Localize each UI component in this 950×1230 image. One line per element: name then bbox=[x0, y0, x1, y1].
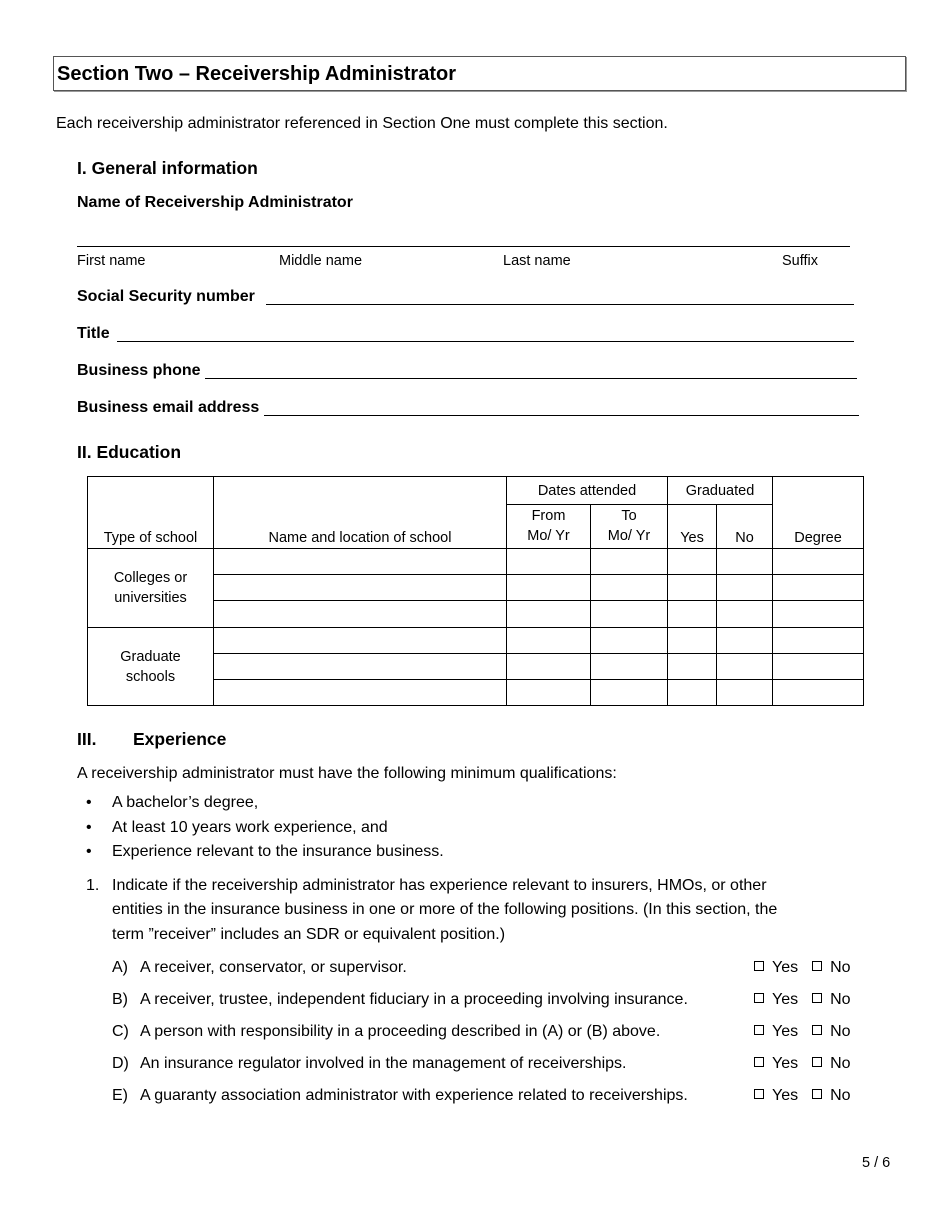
header-no: No bbox=[717, 505, 773, 549]
header-yes: Yes bbox=[668, 505, 717, 549]
no-label: No bbox=[830, 1023, 851, 1040]
business-phone-field[interactable] bbox=[205, 378, 857, 379]
business-phone-label: Business phone bbox=[77, 362, 201, 379]
option-text: A receiver, trustee, independent fiduciary in a proceeding involving insurance. bbox=[140, 991, 688, 1008]
header-from-label: From bbox=[531, 508, 566, 524]
no-label: No bbox=[830, 959, 851, 976]
header-from bbox=[507, 505, 591, 549]
no-checkbox[interactable] bbox=[812, 991, 850, 1009]
table-cell[interactable] bbox=[507, 628, 591, 654]
header-from-moyr: Mo/ Yr bbox=[527, 528, 570, 544]
table-cell[interactable] bbox=[668, 549, 717, 575]
ssn-label: Social Security number bbox=[77, 288, 255, 305]
table-cell[interactable] bbox=[717, 575, 773, 601]
yes-label: Yes bbox=[772, 959, 799, 976]
table-cell[interactable] bbox=[717, 680, 773, 706]
table-cell[interactable] bbox=[591, 601, 668, 628]
yes-checkbox[interactable] bbox=[754, 1087, 798, 1105]
header-degree: Degree bbox=[773, 477, 864, 549]
question-line-3: term ”receiver” includes an SDR or equivalent position.) bbox=[112, 926, 506, 943]
bullet-icon: • bbox=[86, 843, 92, 860]
checkbox-icon bbox=[754, 993, 764, 1003]
option-letter: D) bbox=[112, 1055, 129, 1072]
row-group-colleges bbox=[88, 549, 214, 628]
graduate-label: Graduate schools bbox=[120, 648, 181, 685]
table-cell[interactable] bbox=[507, 601, 591, 628]
header-to-moyr: Mo/ Yr bbox=[607, 528, 651, 544]
table-cell[interactable] bbox=[773, 654, 864, 680]
first-name-label: First name bbox=[77, 253, 146, 269]
table-cell[interactable] bbox=[214, 680, 507, 706]
checkbox-icon bbox=[812, 1089, 822, 1099]
table-cell[interactable] bbox=[591, 628, 668, 654]
table-cell[interactable] bbox=[717, 654, 773, 680]
general-heading: I. General information bbox=[77, 158, 258, 178]
option-choices bbox=[754, 1023, 865, 1041]
bullet-icon: • bbox=[86, 794, 92, 811]
table-cell[interactable] bbox=[668, 575, 717, 601]
no-checkbox[interactable] bbox=[812, 1055, 850, 1073]
colleges-label: Colleges or universities bbox=[113, 570, 188, 606]
experience-heading-number: III. bbox=[77, 729, 97, 749]
option-text: A guaranty association administrator with experience related to receiverships. bbox=[140, 1087, 688, 1104]
table-cell[interactable] bbox=[773, 601, 864, 628]
header-name-location: Name and location of school bbox=[214, 477, 507, 549]
question-line-2: entities in the insurance business in one or more of the following positions. (In this section, the bbox=[112, 901, 778, 918]
list-item bbox=[86, 794, 258, 812]
table-cell[interactable] bbox=[773, 549, 864, 575]
table-cell[interactable] bbox=[717, 601, 773, 628]
business-email-field[interactable] bbox=[264, 415, 859, 416]
checkbox-icon bbox=[754, 961, 764, 971]
section-title: Section Two – Receivership Administrator bbox=[57, 63, 456, 85]
no-label: No bbox=[830, 991, 851, 1008]
middle-name-label: Middle name bbox=[279, 253, 363, 269]
table-cell[interactable] bbox=[591, 575, 668, 601]
checkbox-icon bbox=[812, 961, 822, 971]
table-cell[interactable] bbox=[214, 654, 507, 680]
business-email-label: Business email address bbox=[77, 399, 260, 416]
yes-label: Yes bbox=[772, 1087, 799, 1104]
table-cell[interactable] bbox=[214, 601, 507, 628]
table-cell[interactable] bbox=[507, 654, 591, 680]
section-header bbox=[53, 56, 906, 91]
option-letter: E) bbox=[112, 1087, 128, 1104]
bullet-text: Experience relevant to the insurance business. bbox=[112, 843, 444, 860]
header-type-of-school: Type of school bbox=[88, 477, 214, 549]
table-cell[interactable] bbox=[668, 601, 717, 628]
table-cell[interactable] bbox=[773, 680, 864, 706]
header-to-label: To bbox=[621, 508, 637, 524]
experience-heading: Experience bbox=[133, 729, 227, 749]
checkbox-icon bbox=[754, 1057, 764, 1067]
checkbox-icon bbox=[812, 1025, 822, 1035]
no-checkbox[interactable] bbox=[812, 959, 850, 977]
education-table bbox=[87, 476, 864, 706]
yes-label: Yes bbox=[772, 1055, 799, 1072]
table-cell[interactable] bbox=[214, 575, 507, 601]
table-cell[interactable] bbox=[717, 628, 773, 654]
ssn-field[interactable] bbox=[266, 304, 854, 305]
title-label: Title bbox=[77, 325, 110, 342]
bullet-text: A bachelor’s degree, bbox=[112, 794, 259, 811]
no-label: No bbox=[830, 1087, 851, 1104]
checkbox-icon bbox=[812, 1057, 822, 1067]
question-line-1: Indicate if the receivership administrator has experience relevant to insurers, HMOs, or other bbox=[112, 877, 767, 894]
page-number: 5 / 6 bbox=[862, 1155, 891, 1171]
option-letter: A) bbox=[112, 959, 128, 976]
name-input-line[interactable] bbox=[77, 246, 850, 247]
option-choices bbox=[754, 1087, 865, 1105]
list-item bbox=[86, 843, 444, 861]
checkbox-icon bbox=[754, 1089, 764, 1099]
table-cell[interactable] bbox=[591, 549, 668, 575]
last-name-label: Last name bbox=[503, 253, 571, 269]
yes-label: Yes bbox=[772, 1023, 799, 1040]
table-cell[interactable] bbox=[591, 654, 668, 680]
table-cell[interactable] bbox=[507, 575, 591, 601]
option-text: A receiver, conservator, or supervisor. bbox=[140, 959, 407, 976]
question-number: 1. bbox=[86, 877, 100, 894]
bullet-text: At least 10 years work experience, and bbox=[112, 819, 388, 836]
bullet-icon: • bbox=[86, 819, 92, 836]
suffix-label: Suffix bbox=[782, 253, 819, 269]
option-text: A person with responsibility in a proceeding described in (A) or (B) above. bbox=[140, 1023, 661, 1040]
header-dates-attended: Dates attended bbox=[507, 477, 668, 505]
table-cell[interactable] bbox=[773, 575, 864, 601]
no-checkbox[interactable] bbox=[812, 1023, 850, 1041]
row-group-graduate bbox=[88, 628, 214, 706]
experience-lead: A receivership administrator must have the following minimum qualifications: bbox=[77, 765, 617, 782]
table-cell[interactable] bbox=[507, 549, 591, 575]
option-choices bbox=[754, 991, 865, 1009]
title-field[interactable] bbox=[117, 341, 854, 342]
intro-text: Each receivership administrator referenced in Section One must complete this section. bbox=[56, 115, 668, 132]
table-cell[interactable] bbox=[507, 680, 591, 706]
option-choices bbox=[754, 1055, 865, 1073]
list-item bbox=[86, 819, 388, 837]
name-label: Name of Receivership Administrator bbox=[77, 194, 353, 211]
table-cell[interactable] bbox=[214, 628, 507, 654]
yes-checkbox[interactable] bbox=[754, 991, 798, 1009]
table-cell[interactable] bbox=[668, 654, 717, 680]
table-cell[interactable] bbox=[668, 628, 717, 654]
no-label: No bbox=[830, 1055, 851, 1072]
table-cell[interactable] bbox=[717, 549, 773, 575]
table-cell[interactable] bbox=[591, 680, 668, 706]
checkbox-icon bbox=[754, 1025, 764, 1035]
option-choices bbox=[754, 959, 865, 977]
no-checkbox[interactable] bbox=[812, 1087, 850, 1105]
option-letter: B) bbox=[112, 991, 128, 1008]
education-heading: II. Education bbox=[77, 442, 182, 462]
option-letter: C) bbox=[112, 1023, 129, 1040]
option-text: An insurance regulator involved in the management of receiverships. bbox=[140, 1055, 627, 1072]
table-cell[interactable] bbox=[668, 680, 717, 706]
yes-checkbox[interactable] bbox=[754, 1055, 798, 1073]
yes-checkbox[interactable] bbox=[754, 1023, 798, 1041]
table-cell[interactable] bbox=[773, 628, 864, 654]
yes-checkbox[interactable] bbox=[754, 959, 798, 977]
header-to bbox=[591, 505, 668, 549]
checkbox-icon bbox=[812, 993, 822, 1003]
yes-label: Yes bbox=[772, 991, 799, 1008]
header-graduated: Graduated bbox=[668, 477, 773, 505]
table-cell[interactable] bbox=[214, 549, 507, 575]
